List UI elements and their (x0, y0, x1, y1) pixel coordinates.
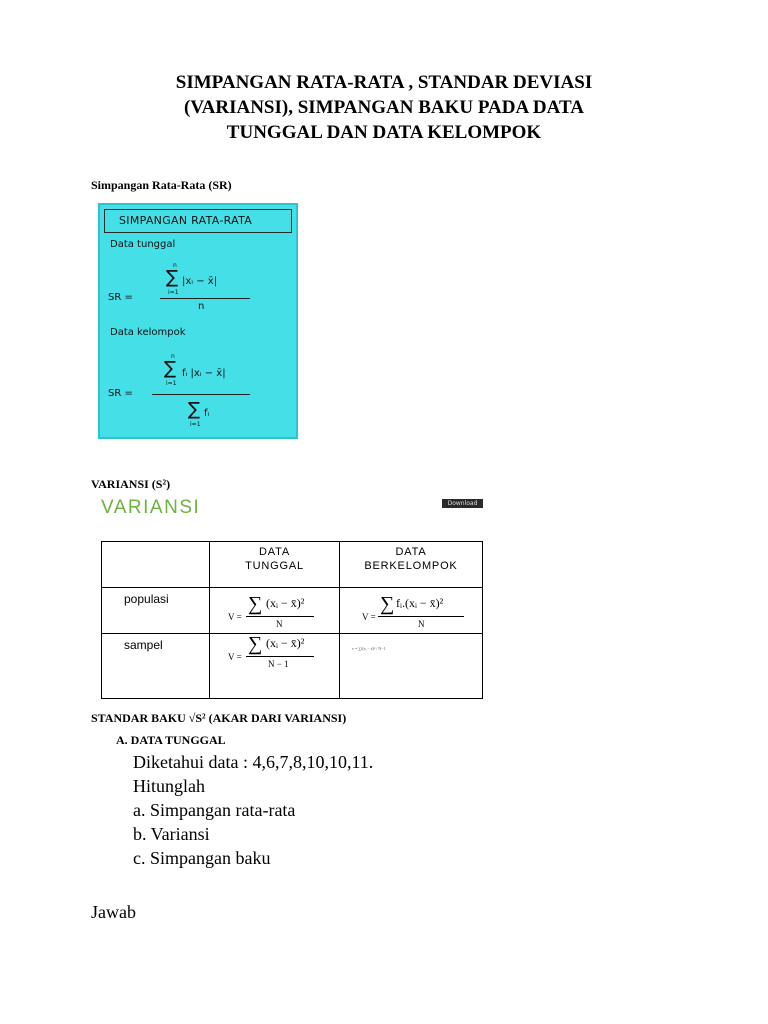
variansi-heading: VARIANSI (S²) (91, 477, 171, 491)
single-numerator: |xᵢ − x̄| (182, 276, 218, 287)
problem-line: Diketahui data : 4,6,7,8,10,10,11. (133, 752, 374, 772)
title-line-3: TUNGGAL DAN DATA KELOMPOK (226, 122, 542, 143)
formula-sampel-tunggal: V = ∑ (xᵢ − x̄)² N − 1 (210, 634, 340, 699)
sigma-symbol: ∑ (164, 358, 177, 379)
formula-populasi-berkelompok: V = ∑ fᵢ.(xᵢ − x̄)² N (340, 588, 483, 634)
sigma-symbol: ∑ (166, 267, 179, 288)
title-line-1: SIMPANGAN RATA-RATA , STANDAR DEVIASI (175, 72, 593, 93)
table-row (102, 634, 483, 699)
sr-heading: Simpangan Rata-Rata (SR) (91, 178, 232, 192)
sum-lower-limit: i=1 (190, 421, 201, 428)
row-label-sampel: sampel (102, 634, 210, 699)
sr-formula-image (98, 203, 298, 439)
sr-equals-label: SR = (108, 388, 133, 399)
group-denominator: fᵢ (204, 408, 210, 419)
document-title (100, 70, 668, 145)
sigma-symbol: ∑ (188, 399, 201, 420)
formula-sampel-berkelompok: v = ∑f(xᵢ − x̄)² / N−1 (340, 634, 483, 699)
sum-upper-limit: n (171, 353, 175, 360)
answer-label: Jawab (91, 902, 136, 922)
sum-upper-limit: n (173, 262, 177, 269)
problem-statement (133, 750, 373, 870)
header-data-berkelompok: DATA BERKELOMPOK (340, 542, 483, 588)
row-label-populasi: populasi (102, 588, 210, 634)
standar-baku-heading: STANDAR BAKU √S² (AKAR DARI VARIANSI) (91, 711, 347, 725)
formula-populasi-tunggal: V = ∑ (xᵢ − x̄)² N (210, 588, 340, 634)
problem-line: Hitunglah (133, 776, 205, 796)
table-row (102, 588, 483, 634)
sr-equals-label: SR = (108, 292, 133, 303)
download-tag[interactable]: Download (442, 499, 483, 508)
list-item-data-tunggal: A. DATA TUNGGAL (116, 733, 226, 747)
sr-box-header: SIMPANGAN RATA-RATA (104, 209, 292, 233)
variansi-image-title: VARIANSI (101, 497, 201, 518)
sum-lower-limit: i=1 (168, 289, 179, 296)
header-data-tunggal: DATA TUNGGAL (210, 542, 340, 588)
variansi-table (101, 541, 483, 699)
single-denominator: n (198, 301, 205, 312)
sum-lower-limit: i=1 (166, 380, 177, 387)
group-data-label: Data kelompok (110, 327, 186, 338)
problem-line: a. Simpangan rata-rata (133, 800, 296, 820)
title-line-2: (VARIANSI), SIMPANGAN BAKU PADA DATA (184, 97, 584, 118)
problem-line: b. Variansi (133, 824, 210, 844)
table-corner-cell (102, 542, 210, 588)
group-numerator: fᵢ |xᵢ − x̄| (182, 368, 226, 379)
problem-line: c. Simpangan baku (133, 848, 271, 868)
single-data-label: Data tunggal (110, 239, 176, 250)
